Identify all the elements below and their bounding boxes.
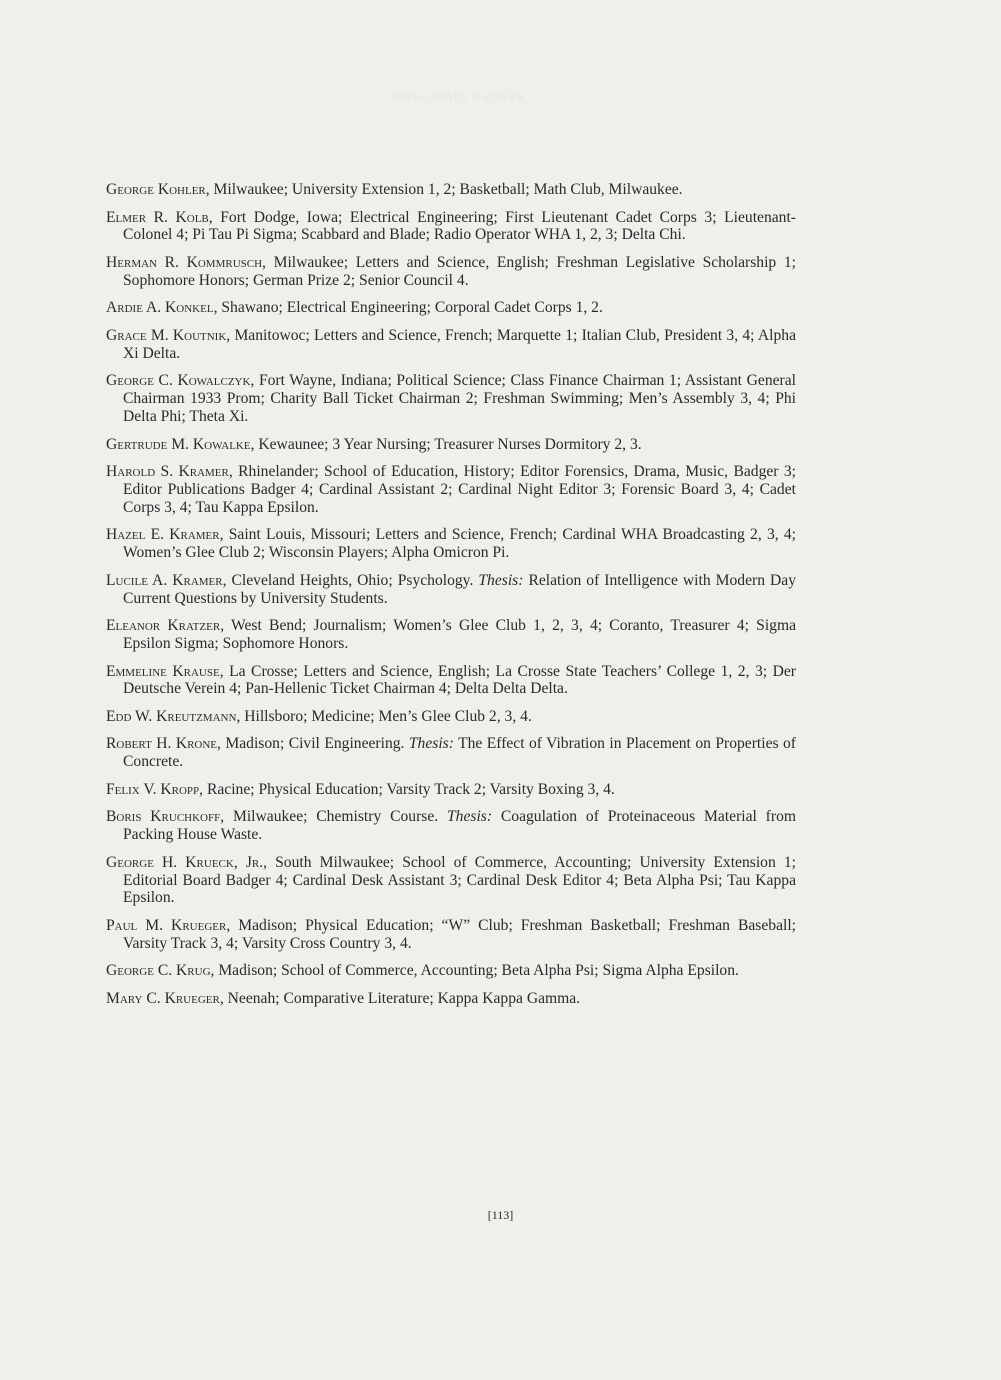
student-name: Grace M. Koutnik xyxy=(106,326,227,344)
entry-details: , South Milwaukee; School of Commerce, Accounting; University Extension 1; Editorial Board Badger 4; Cardinal Desk Assistant 3; Cardinal Desk Editor 4; Beta Alpha Psi; Tau Kappa Epsilon. xyxy=(123,853,796,907)
student-name: Ardie A. Konkel xyxy=(106,299,214,317)
thesis-title: Coagulation of Proteinaceous Material from Packing House Waste. xyxy=(123,808,796,844)
entry-details: , Cleveland Heights, Ohio; Psychology. xyxy=(222,571,479,589)
entry-details: , Rhinelander; School of Education, History; Editor Forensics, Drama, Music, Badger 3; Editor Publications Badger 4; Cardinal Assistant 2; Cardinal Night Editor 3; Forensic Board 3, 4; Cadet Corps 3, 4; Tau Kappa Epsilon. xyxy=(123,463,796,516)
student-name: George C. Kowalczyk xyxy=(106,372,251,390)
list-item xyxy=(106,735,796,771)
list-item xyxy=(106,436,796,454)
thesis-label: Thesis: xyxy=(478,571,524,589)
entry-details: , Neenah; Comparative Literature; Kappa Kappa Gamma. xyxy=(219,990,581,1008)
list-item xyxy=(106,990,796,1008)
thesis-label: Thesis: xyxy=(446,808,493,826)
student-name: Edd W. Kreutzmann xyxy=(106,707,237,725)
entry-details: , Madison; Physical Education; “W” Club; Freshman Basketball; Freshman Baseball; Varsity Track 3, 4; Varsity Cross Country 3, 4. xyxy=(123,917,796,952)
list-item xyxy=(106,808,796,844)
student-name: Felix V. Kropp xyxy=(106,780,200,798)
list-item xyxy=(106,463,796,516)
list-item xyxy=(106,854,796,907)
student-name: Hazel E. Kramer xyxy=(106,526,220,544)
list-item xyxy=(106,526,796,562)
student-name: George H. Krueck, Jr. xyxy=(106,853,264,871)
entry-details: , Milwaukee; Chemistry Course. xyxy=(220,808,447,826)
student-name: Mary C. Krueger xyxy=(106,990,220,1008)
student-name: Gertrude M. Kowalke xyxy=(106,435,251,453)
entry-details: , Hillsboro; Medicine; Men’s Glee Club 2, 3, 4. xyxy=(236,707,532,725)
entry-details: , Saint Louis, Missouri; Letters and Science, French; Cardinal WHA Broadcasting 2, 3, 4; Women’s Glee Club 2; Wisconsin Players; Alpha Omicron Pi. xyxy=(123,526,796,562)
student-name: Elmer R. Kolb xyxy=(106,208,209,226)
entry-details: , Madison; Civil Engineering. xyxy=(217,735,409,753)
list-item xyxy=(106,663,796,699)
list-item xyxy=(106,962,796,980)
entry-details: , Kewaunee; 3 Year Nursing; Treasurer Nurses Dormitory 2, 3. xyxy=(250,435,642,453)
list-item xyxy=(106,572,796,608)
list-item xyxy=(106,209,796,245)
entry-details: , Fort Wayne, Indiana; Political Science; Class Finance Chairman 1; Assistant General Chairman 1933 Prom; Charity Ball Ticket Chairman 2; Freshman Swimming; Men’s Assembly 3, 4; Phi Delta Phi; Theta Xi. xyxy=(123,372,796,425)
student-name: Herman R. Kommrusch xyxy=(106,253,263,271)
list-item xyxy=(106,781,796,799)
list-item xyxy=(106,708,796,726)
list-item xyxy=(106,254,796,290)
student-name: George C. Krug xyxy=(106,962,211,980)
faded-running-header: WISCONSIN BADGER xyxy=(395,92,527,103)
entry-details: , Milwaukee; Letters and Science, English; Freshman Legislative Scholarship 1; Sophomore Honors; German Prize 2; Senior Council 4. xyxy=(123,253,797,289)
biography-list xyxy=(106,181,796,1018)
entry-details: , Racine; Physical Education; Varsity Track 2; Varsity Boxing 3, 4. xyxy=(199,780,615,798)
page-number: [113] xyxy=(487,1208,514,1222)
thesis-label: Thesis: xyxy=(408,735,454,753)
list-item xyxy=(106,181,796,199)
student-name: Harold S. Kramer xyxy=(106,463,229,481)
student-name: Lucile A. Kramer xyxy=(106,571,223,589)
list-item xyxy=(106,299,796,317)
student-name: Boris Kruchkoff xyxy=(106,808,221,826)
entry-details: , West Bend; Journalism; Women’s Glee Club 1, 2, 3, 4; Coranto, Treasurer 4; Sigma Epsilon Sigma; Sophomore Honors. xyxy=(123,617,797,652)
thesis-title: The Effect of Vibration in Placement on Properties of Concrete. xyxy=(123,735,796,771)
list-item xyxy=(106,372,796,425)
entry-details: , Fort Dodge, Iowa; Electrical Engineering; First Lieutenant Cadet Corps 3; Lieutenant-Colonel 4; Pi Tau Pi Sigma; Scabbard and Blade; Radio Operator WHA 1, 2, 3; Delta Chi. xyxy=(123,208,796,244)
entry-details: , La Crosse; Letters and Science, English; La Crosse State Teachers’ College 1, 2, 3; Der Deutsche Verein 4; Pan-Hellenic Ticket Chairman 4; Delta Delta Delta. xyxy=(123,662,796,698)
entry-details: , Manitowoc; Letters and Science, French; Marquette 1; Italian Club, President 3, 4; Alpha Xi Delta. xyxy=(123,326,797,362)
student-name: Paul M. Krueger xyxy=(106,917,227,935)
thesis-title: Relation of Intelligence with Modern Day Current Questions by University Students. xyxy=(123,571,796,607)
list-item xyxy=(106,617,796,653)
list-item xyxy=(106,917,796,953)
entry-details: , Milwaukee; University Extension 1, 2; Basketball; Math Club, Milwaukee. xyxy=(205,181,683,198)
student-name: Eleanor Kratzer xyxy=(106,617,221,635)
student-name: Emmeline Krause xyxy=(106,662,220,680)
entry-details: , Madison; School of Commerce, Accounting; Beta Alpha Psi; Sigma Alpha Epsilon. xyxy=(210,962,739,980)
student-name: George Kohler xyxy=(106,181,206,198)
list-item xyxy=(106,327,796,363)
entry-details: , Shawano; Electrical Engineering; Corporal Cadet Corps 1, 2. xyxy=(213,299,603,317)
student-name: Robert H. Krone xyxy=(106,735,218,753)
